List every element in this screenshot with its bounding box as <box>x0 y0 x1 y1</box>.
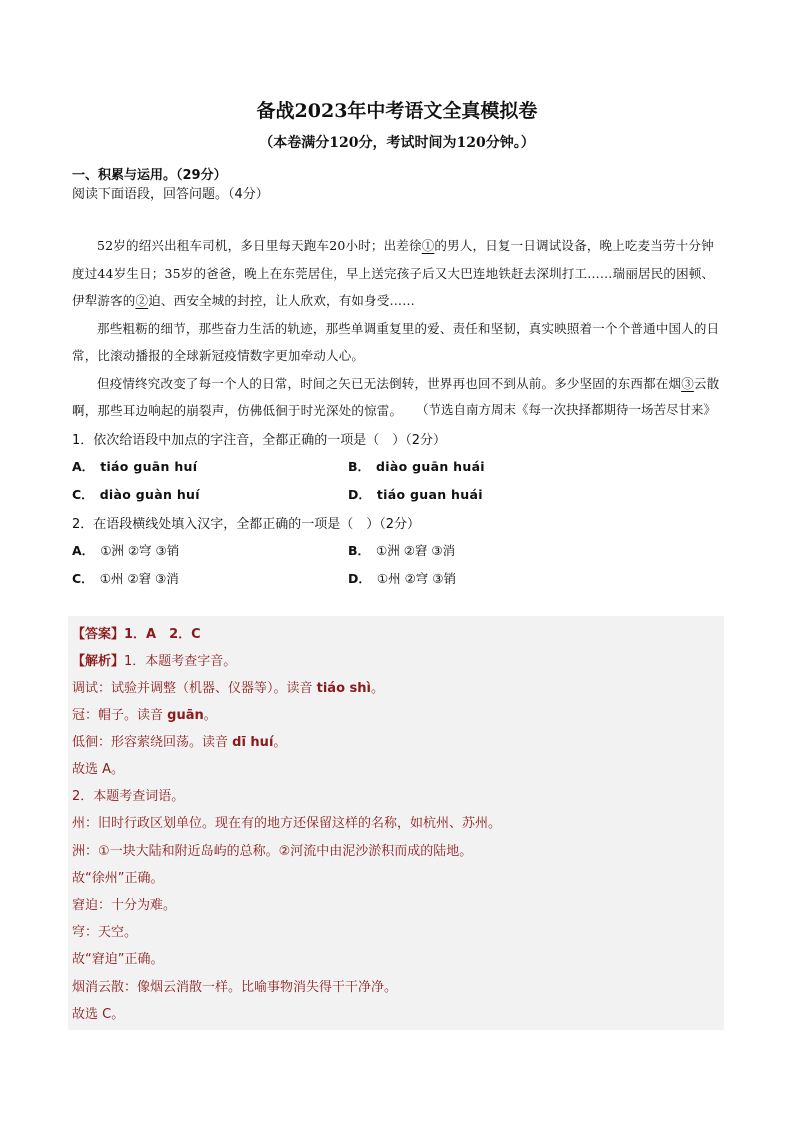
analysis-item: 故选 A。 <box>72 762 125 777</box>
q1-option-c[interactable]: C． diào guàn huí <box>72 487 200 502</box>
analysis-item: 窘迫：十分为难。 <box>72 898 177 913</box>
page-title: 备战2023年中考语文全真模拟卷 <box>256 100 538 122</box>
passage-paragraph-3: 但疫情终究改变了每一个人的日常，时间之矢已无法倒转，世界再也回不到从前。多少坚固的东西都在烟③云散啊，那些耳边响起的崩裂声，仿佛低徊于时光深处的惊雷。 <box>72 375 720 418</box>
analysis-item: 冠：帽子。读音 guān。 <box>72 708 217 723</box>
analysis-item: 洲：①一块大陆和附近岛屿的总称。②河流中由泥沙淤积而成的陆地。 <box>72 844 473 859</box>
analysis-item: 穹：天空。 <box>72 925 138 940</box>
analysis-item: 烟消云散：像烟云消散一样。比喻事物消失得干干净净。 <box>72 980 398 995</box>
q1-option-a[interactable]: A． tiáo guān huí <box>72 459 198 474</box>
q2-option-c[interactable]: C． ①州 ②窘 ③消 <box>72 571 179 586</box>
question-1-stem: 1．依次给语段中加点的字注音，全都正确的一项是（ ）（2分） <box>72 433 447 448</box>
blank-2: ② <box>135 293 149 308</box>
blank-3: ③ <box>681 375 694 391</box>
analysis-item: 调试：试验并调整（机器、仪器等）。读音 tiáo shì。 <box>72 681 385 696</box>
section-heading: 一、积累与运用。（29分） <box>72 168 227 183</box>
analysis-item: 故“徐州”正确。 <box>72 871 164 886</box>
q2-option-a[interactable]: A． ①洲 ②穹 ③销 <box>72 543 180 558</box>
reading-instruction: 阅读下面语段，回答问题。（4分） <box>72 187 269 202</box>
blank-1: ① <box>421 238 435 253</box>
page-subtitle: （本卷满分120分，考试时间为120分钟。） <box>259 135 535 151</box>
analysis-item: 2．本题考查词语。 <box>72 789 185 804</box>
analysis-item: 故选 C。 <box>72 1007 125 1022</box>
q1-option-b[interactable]: B． diào guān huái <box>348 459 485 474</box>
passage-paragraph-1: 52岁的绍兴出租车司机，多日里每天跑车20小时；出差徐①的男人，日复一日调试设备，晚上吃麦当劳十分钟度过44岁生日；35岁的爸爸，晚上在东莞居住，早上送完孩子后又大巴连地铁赶去深圳打工……瑞丽居民的困顿、伊犁游客的②迫、西安全城的封控，让人欣欢，有如身受…… <box>72 238 715 308</box>
q2-option-b[interactable]: B． ①洲 ②窘 ③消 <box>348 543 456 558</box>
analysis-item: 低徊：形容萦绕回荡。读音 dī huí。 <box>72 735 287 750</box>
question-2-stem: 2．在语段横线处填入汉字，全都正确的一项是（ ）（2分） <box>72 517 421 532</box>
analysis-item: 州：旧时行政区划单位。现在有的地方还保留这样的名称，如杭州、苏州。 <box>72 816 502 831</box>
q1-option-d[interactable]: D． tiáo guan huái <box>348 487 483 502</box>
passage-paragraph-2: 那些粗粝的细节，那些奋力生活的轨迹，那些单调重复里的爱、责任和坚韧，真实映照着一个个普通中国人的日常，比滚动播报的全球新冠疫情数字更加牵动人心。 <box>72 320 720 363</box>
q2-option-d[interactable]: D． ①州 ②穹 ③销 <box>348 571 456 586</box>
answer-line: 【答案】1．A 2．C <box>72 627 201 642</box>
analysis-item: 故“窘迫”正确。 <box>72 952 164 967</box>
analysis-line: 【解析】1．本题考查字音。 <box>72 654 237 669</box>
reading-passage <box>72 232 720 425</box>
passage-source: （节选自南方周末《每一次抉择都期待一场苦尽甘来》 <box>415 402 716 417</box>
